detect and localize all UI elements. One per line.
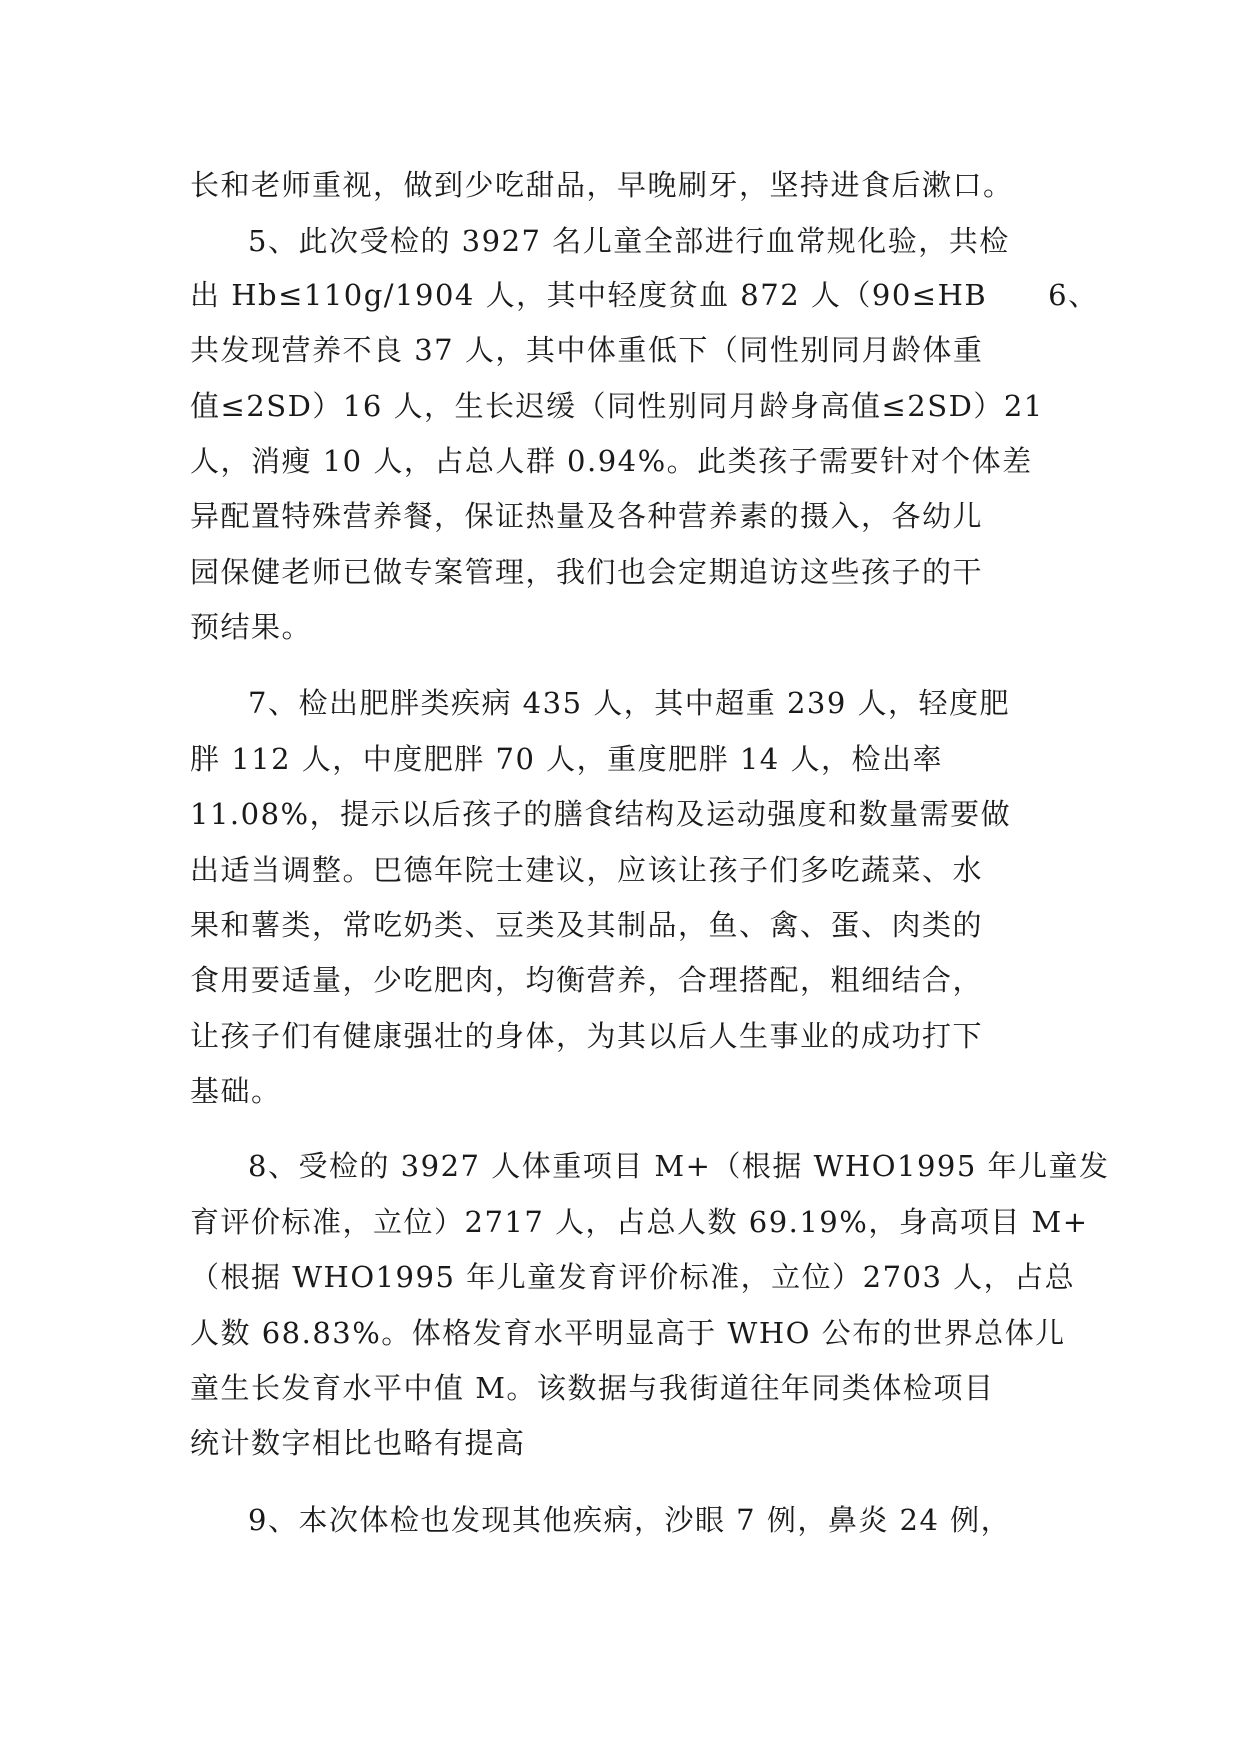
text-line: 园保健老师已做专案管理，我们也会定期追访这些孩子的干 xyxy=(190,555,984,589)
text-line: 出适当调整。巴德年院士建议，应该让孩子们多吃蔬菜、水 xyxy=(190,853,984,887)
text-line: 11.08%，提示以后孩子的膳食结构及运动强度和数量需要做 xyxy=(190,797,1012,831)
text-line: 人，消瘦 10 人，占总人群 0.94%。此类孩子需要针对个体差 xyxy=(190,444,1033,478)
text-line: （根据 WHO1995 年儿童发育评价标准，立位）2703 人，占总 xyxy=(190,1260,1076,1294)
text-line: 统计数字相比也略有提高 xyxy=(190,1426,526,1460)
text-line: 值≤2SD）16 人，生长迟缓（同性别同月龄身高值≤2SD）21 xyxy=(190,389,1044,423)
text-line: 让孩子们有健康强壮的身体，为其以后人生事业的成功打下 xyxy=(190,1019,984,1053)
text-line: 出 Hb≤110g/1904 人，其中轻度贫血 872 人（90≤HB 6、 xyxy=(190,278,1099,312)
text-line: 育评价标准，立位）2717 人，占总人数 69.19%，身高项目 M+ xyxy=(190,1205,1089,1239)
text-line: 5、此次受检的 3927 名儿童全部进行血常规化验，共检 xyxy=(248,224,1010,258)
text-line: 果和薯类，常吃奶类、豆类及其制品，鱼、禽、蛋、肉类的 xyxy=(190,908,984,942)
text-line: 人数 68.83%。体格发育水平明显高于 WHO 公布的世界总体儿 xyxy=(190,1316,1066,1350)
text-line: 8、受检的 3927 人体重项目 M+（根据 WHO1995 年儿童发 xyxy=(248,1149,1110,1183)
text-line: 异配置特殊营养餐，保证热量及各种营养素的摄入，各幼儿 xyxy=(190,499,984,533)
text-line: 长和老师重视，做到少吃甜品，早晚刷牙，坚持进食后漱口。 xyxy=(190,168,1014,202)
text-line: 食用要适量，少吃肥肉，均衡营养，合理搭配，粗细结合， xyxy=(190,963,984,997)
text-line: 共发现营养不良 37 人，其中体重低下（同性别同月龄体重 xyxy=(190,333,984,367)
text-line: 胖 112 人，中度肥胖 70 人，重度肥胖 14 人，检出率 xyxy=(190,742,943,776)
text-line: 基础。 xyxy=(190,1074,282,1108)
text-line: 预结果。 xyxy=(190,610,313,644)
text-line: 7、检出肥胖类疾病 435 人，其中超重 239 人，轻度肥 xyxy=(248,686,1011,720)
text-line: 童生长发育水平中值 M。该数据与我街道往年同类体检项目 xyxy=(190,1371,995,1405)
text-line: 9、本次体检也发现其他疾病，沙眼 7 例，鼻炎 24 例， xyxy=(248,1503,1012,1537)
